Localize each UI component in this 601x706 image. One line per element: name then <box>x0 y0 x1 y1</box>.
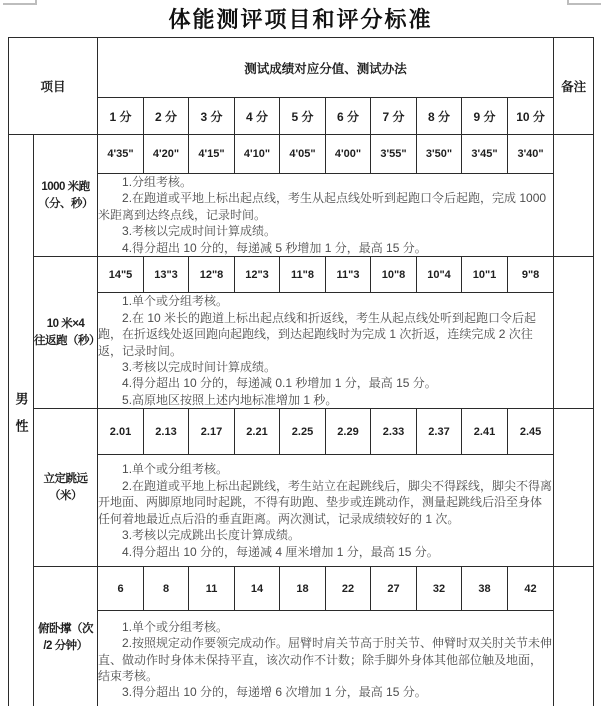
value-cell: 38 <box>462 567 508 611</box>
item-name-shuttle-run: 10 米×4 往返跑（秒） <box>34 257 98 409</box>
value-cell: 3'40" <box>508 135 554 174</box>
value-cell: 2.21 <box>235 409 280 455</box>
value-cell: 2.29 <box>326 409 371 455</box>
remark-cell <box>554 135 594 257</box>
value-cell: 42 <box>508 567 554 611</box>
value-cell: 2.25 <box>280 409 326 455</box>
score-standard-table <box>8 37 594 706</box>
value-cell: 4'05" <box>280 135 326 174</box>
value-cell: 2.17 <box>189 409 235 455</box>
score-col-9: 9 分 <box>462 98 508 135</box>
header-remark-col: 备注 <box>554 38 594 135</box>
value-cell: 11"3 <box>326 257 371 293</box>
score-col-6: 6 分 <box>326 98 371 135</box>
score-col-4: 4 分 <box>235 98 280 135</box>
header-item-col: 项目 <box>9 38 98 135</box>
score-col-2: 2 分 <box>144 98 189 135</box>
instructions-shuttle-run: 1.单个或分组考核。 2.在 10 米长的跑道上标出起点线和折返线，考生从起点线处听到起跑口令后起跑，在折返线处返回跑向起跑线，到达起跑线时为完成 1 次折返，连续完成 2 次往返，记录时间。 3.考核以完成时间计算成绩。 4.得分超出 10 分的，每递减 0.1 秒增加 1 分，最高 15 分。 5.高原地区按照上述内地标准增加 1 秒。 <box>98 293 554 409</box>
value-cell: 2.01 <box>98 409 144 455</box>
instructions-1000m-run: 1.分组考核。 2.在跑道或平地上标出起点线，考生从起点线处听到起跑口令后起跑，完成 1000 米距离到达终点线，记录时间。 3.考核以完成时间计算成绩。 4.得分超出 10 分的，每递减 5 秒增加 1 分，最高 15 分。 <box>98 174 554 257</box>
remark-cell <box>554 567 594 706</box>
instructions-pushups: 1.单个或分组考核。 2.按照规定动作要领完成动作。屈臂时肩关节高于肘关节、伸臂时双关肘关节未伸直、做动作时身体未保持平直，该次动作不计数；除手脚外身体其他部位触及地面，结束考核。 3.得分超出 10 分的，每递增 6 次增加 1 分，最高 15 分。 <box>98 611 554 706</box>
value-cell: 2.33 <box>371 409 417 455</box>
value-cell: 12"3 <box>235 257 280 293</box>
value-cell: 3'50" <box>417 135 462 174</box>
instructions-standing-long-jump: 1.单个或分组考核。 2.在跑道或平地上标出起跳线，考生站立在起跳线后，脚尖不得踩线，脚尖不得离开地面、两脚原地同时起跳，不得有助跑、垫步或连跳动作，测量起跳线后沿至身体任何着地最近点后沿的垂直距离。两次测试，记录成绩较好的 1 次。 3.考核以完成跳出长度计算成绩。 4.得分超出 10 分的，每递减 4 厘米增加 1 分，最高 15 分。 <box>98 455 554 567</box>
value-cell: 14"5 <box>98 257 144 293</box>
value-cell: 14 <box>235 567 280 611</box>
item-name-standing-long-jump: 立定跳远 （米） <box>34 409 98 567</box>
value-cell: 11 <box>189 567 235 611</box>
value-cell: 10"1 <box>462 257 508 293</box>
value-cell: 2.41 <box>462 409 508 455</box>
value-cell: 8 <box>144 567 189 611</box>
item-name-1000m-run: 1000 米跑 （分、秒） <box>34 135 98 257</box>
value-cell: 2.45 <box>508 409 554 455</box>
gender-column-male <box>9 135 34 706</box>
value-cell: 12"8 <box>189 257 235 293</box>
page-title: 体能测评项目和评分标准 <box>168 7 433 32</box>
value-cell: 3'45" <box>462 135 508 174</box>
value-cell: 13"3 <box>144 257 189 293</box>
gender-label: 男性 <box>13 392 29 447</box>
score-col-8: 8 分 <box>417 98 462 135</box>
header-score-section: 测试成绩对应分值、测试办法 <box>98 38 554 98</box>
value-cell: 4'20" <box>144 135 189 174</box>
value-cell: 10"8 <box>371 257 417 293</box>
value-cell: 2.13 <box>144 409 189 455</box>
value-cell: 6 <box>98 567 144 611</box>
value-cell: 22 <box>326 567 371 611</box>
value-cell: 4'00" <box>326 135 371 174</box>
value-cell: 11"8 <box>280 257 326 293</box>
score-col-1: 1 分 <box>98 98 144 135</box>
value-cell: 32 <box>417 567 462 611</box>
value-cell: 4'35" <box>98 135 144 174</box>
value-cell: 3'55" <box>371 135 417 174</box>
value-cell: 2.37 <box>417 409 462 455</box>
score-col-7: 7 分 <box>371 98 417 135</box>
score-col-10: 10 分 <box>508 98 554 135</box>
item-name-pushups: 俯卧撑（次 /2 分钟） <box>34 567 98 706</box>
score-col-5: 5 分 <box>280 98 326 135</box>
value-cell: 9"8 <box>508 257 554 293</box>
remark-cell <box>554 409 594 567</box>
value-cell: 4'15" <box>189 135 235 174</box>
score-col-3: 3 分 <box>189 98 235 135</box>
value-cell: 10"4 <box>417 257 462 293</box>
remark-cell <box>554 257 594 409</box>
value-cell: 4'10" <box>235 135 280 174</box>
value-cell: 27 <box>371 567 417 611</box>
value-cell: 18 <box>280 567 326 611</box>
